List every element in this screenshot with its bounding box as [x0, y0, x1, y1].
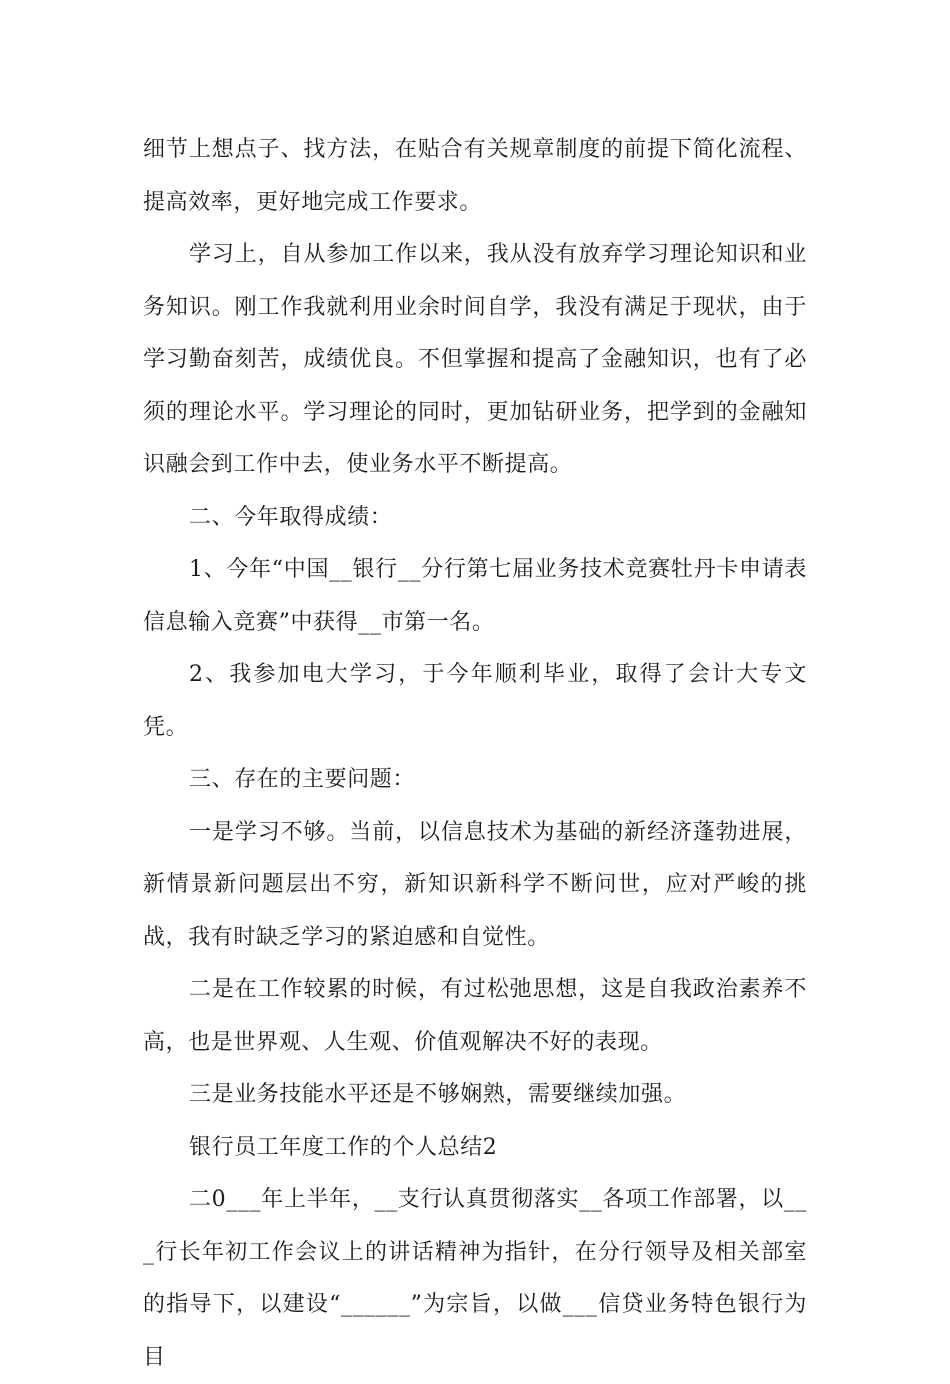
document-body	[143, 124, 807, 1384]
achievement-item-1: 1、今年“中国__银行__分行第七届业务技术竞赛牡丹卡申请表信息输入竞赛”中获得__市第一名。	[143, 557, 807, 635]
paragraph-1: 细节上想点子、找方法，在贴合有关规章制度的前提下简化流程、提高效率，更好地完成工作要求。	[143, 137, 807, 215]
paragraph-half-year: 二0___年上半年，__支行认真贯彻落实__各项工作部署，以___行长年初工作会议上的讲话精神为指针，在分行领导及相关部室的指导下，以建设“______”为宗旨，以做___信贷业务特色银行为目	[143, 1187, 807, 1370]
section-heading-problems: 三、存在的主要问题：	[189, 767, 416, 792]
achievement-item-2: 2、我参加电大学习，于今年顺利毕业，取得了会计大专文凭。	[143, 662, 807, 740]
problem-item-2: 二是在工作较累的时候，有过松弛思想，这是自我政治素养不高，也是世界观、人生观、价值观解决不好的表现。	[143, 977, 807, 1055]
problem-item-3: 三是业务技能水平还是不够娴熟，需要继续加强。	[189, 1082, 687, 1107]
section-heading-achievements: 二、今年取得成绩：	[189, 504, 393, 530]
problem-item-1: 一是学习不够。当前，以信息技术为基础的新经济蓬勃进展，新情景新问题层出不穷，新知识新科学不断问世，应对严峻的挑战，我有时缺乏学习的紧迫感和自觉性。	[143, 819, 807, 950]
paragraph-study: 学习上，自从参加工作以来，我从没有放弃学习理论知识和业务知识。刚工作我就利用业余时间自学，我没有满足于现状，由于学习勤奋刻苦，成绩优良。不但掌握和提高了金融知识，也有了必须的理论水平。学习理论的同时，更加钻研业务，把学到的金融知识融会到工作中去，使业务水平不断提高。	[143, 242, 807, 477]
document-subtitle: 银行员工年度工作的个人总结2	[189, 1134, 498, 1160]
